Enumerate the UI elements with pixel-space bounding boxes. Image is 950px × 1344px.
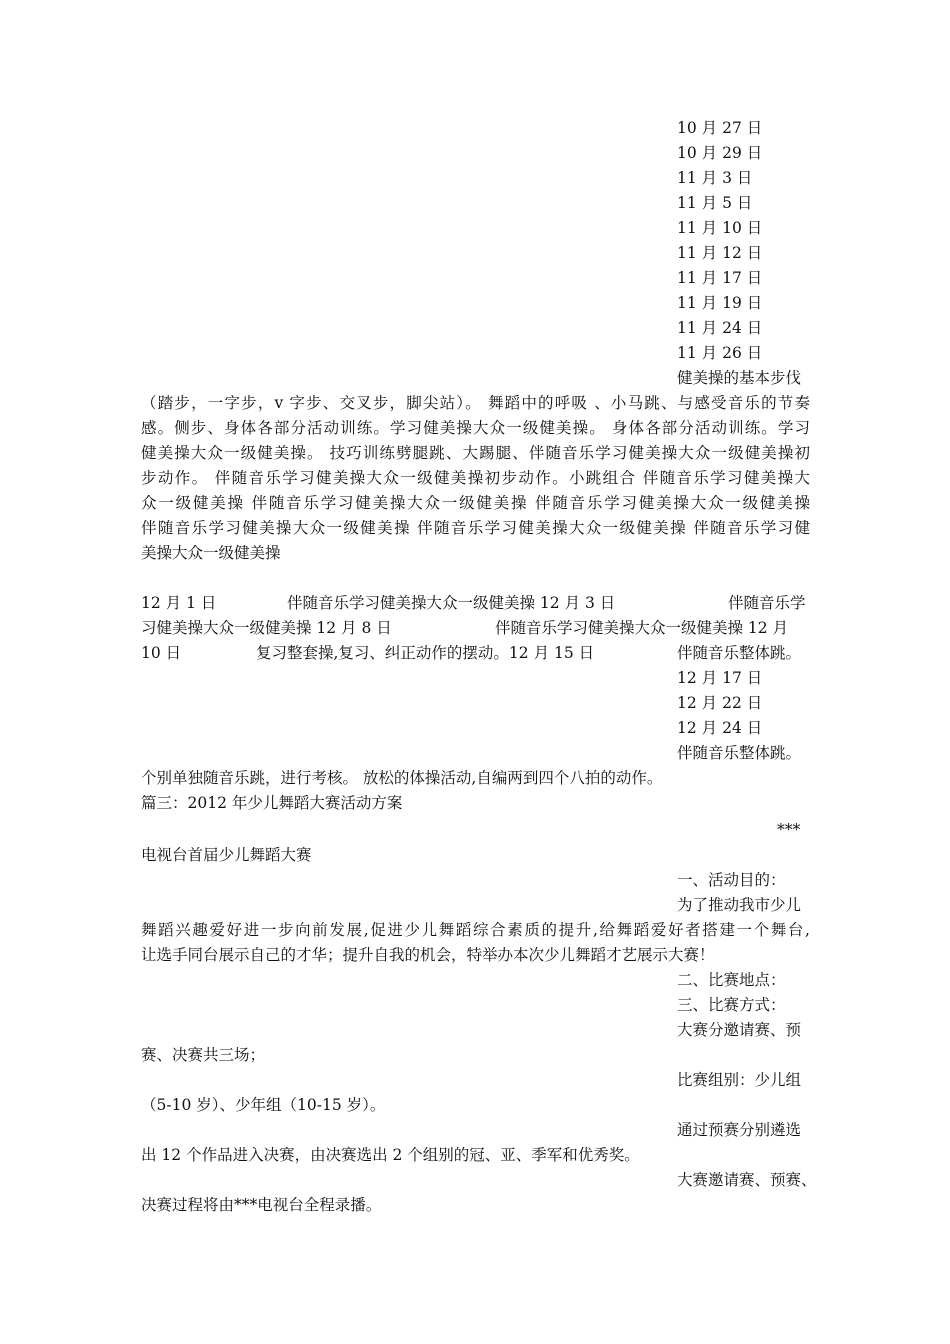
december-schedule-text: 复习整套操,复习、纠正动作的摆动。12 月 15 日 bbox=[256, 644, 595, 662]
recording-text: 大赛邀请赛、预赛、 bbox=[677, 1171, 817, 1189]
aerobics-paragraph-line: 感。侧步、身体各部分活动训练。学习健美操大众一级健美操。 身体各部分活动训练。学习 bbox=[141, 419, 810, 437]
schedule-activity: 伴随音乐整体跳。 bbox=[677, 744, 802, 762]
format-text: 大赛分邀请赛、预 bbox=[677, 1021, 802, 1039]
aerobics-paragraph-line: 众一级健美操 伴随音乐学习健美操大众一级健美操 伴随音乐学习健美操大众一级健美操 bbox=[141, 494, 810, 512]
aerobics-paragraph-line: 伴随音乐学习健美操大众一级健美操 伴随音乐学习健美操大众一级健美操 伴随音乐学习健 bbox=[141, 519, 810, 537]
december-schedule-text: 习健美操大众一级健美操 12 月 8 日 bbox=[141, 619, 392, 637]
date-item: 11 月 3 日 bbox=[677, 169, 753, 187]
event-name: 电视台首届少儿舞蹈大赛 bbox=[141, 846, 312, 864]
date-item: 11 月 10 日 bbox=[677, 219, 763, 237]
recording-text: 决赛过程将由***电视台全程录播。 bbox=[141, 1196, 382, 1214]
heading-purpose: 一、活动目的： bbox=[677, 871, 786, 889]
date-item: 11 月 5 日 bbox=[677, 194, 753, 212]
aerobics-intro: 健美操的基本步伐 bbox=[677, 369, 802, 387]
purpose-text: 让选手同台展示自己的才华；提升自我的机会，特举办本次少儿舞蹈才艺展示大赛！ bbox=[141, 946, 715, 964]
date-item: 11 月 12 日 bbox=[677, 244, 763, 262]
date-item: 12 月 17 日 bbox=[677, 669, 763, 687]
december-date: 12 月 1 日 bbox=[141, 594, 217, 612]
selection-text: 通过预赛分别遴选 bbox=[677, 1121, 802, 1139]
aerobics-paragraph-line: 步动作。 伴随音乐学习健美操大众一级健美操初步动作。小跳组合 伴随音乐学习健美操大 bbox=[141, 469, 810, 487]
purpose-text: 为了推动我市少儿 bbox=[677, 896, 802, 914]
december-schedule-text: 伴随音乐整体跳。 bbox=[677, 644, 802, 662]
heading-format: 三、比赛方式： bbox=[677, 996, 786, 1014]
section-title: 篇三：2012 年少儿舞蹈大赛活动方案 bbox=[141, 794, 403, 812]
selection-text: 出 12 个作品进入决赛，由决赛选出 2 个组别的冠、亚、季军和优秀奖。 bbox=[141, 1146, 640, 1164]
date-item: 12 月 24 日 bbox=[677, 719, 763, 737]
groups-text: 比赛组别：少儿组 bbox=[677, 1071, 802, 1089]
purpose-text: 舞蹈兴趣爱好进一步向前发展,促进少儿舞蹈综合素质的提升,给舞蹈爱好者搭建一个舞台, bbox=[141, 921, 810, 939]
december-schedule-text: 伴随音乐学 bbox=[728, 594, 806, 612]
aerobics-paragraph-line: 美操大众一级健美操 bbox=[141, 544, 281, 562]
december-schedule-text: 伴随音乐学习健美操大众一级健美操 12 月 bbox=[495, 619, 789, 637]
aerobics-paragraph-line: （踏步，一字步，v 字步、交叉步，脚尖站）。 舞蹈中的呼吸 、小马跳、与感受音乐的节奏 bbox=[141, 394, 810, 412]
heading-venue: 二、比赛地点： bbox=[677, 971, 786, 989]
date-item: 10 月 29 日 bbox=[677, 144, 763, 162]
date-item: 12 月 22 日 bbox=[677, 694, 763, 712]
format-text: 赛、决赛共三场； bbox=[141, 1046, 266, 1064]
december-date: 10 日 bbox=[141, 644, 182, 662]
aerobics-paragraph-line: 健美操大众一级健美操。 技巧训练劈腿跳、大踢腿、伴随音乐学习健美操大众一级健美操初 bbox=[141, 444, 810, 462]
redacted-stars: *** bbox=[777, 821, 801, 839]
date-item: 11 月 17 日 bbox=[677, 269, 763, 287]
date-item: 11 月 19 日 bbox=[677, 294, 763, 312]
date-item: 11 月 24 日 bbox=[677, 319, 763, 337]
date-item: 11 月 26 日 bbox=[677, 344, 763, 362]
date-item: 10 月 27 日 bbox=[677, 119, 763, 137]
december-schedule-text: 伴随音乐学习健美操大众一级健美操 12 月 3 日 bbox=[287, 594, 616, 612]
assessment-text: 个别单独随音乐跳，进行考核。 放松的体操活动,自编两到四个八拍的动作。 bbox=[141, 769, 663, 787]
groups-text: （5-10 岁）、少年组（10-15 岁）。 bbox=[141, 1096, 386, 1114]
